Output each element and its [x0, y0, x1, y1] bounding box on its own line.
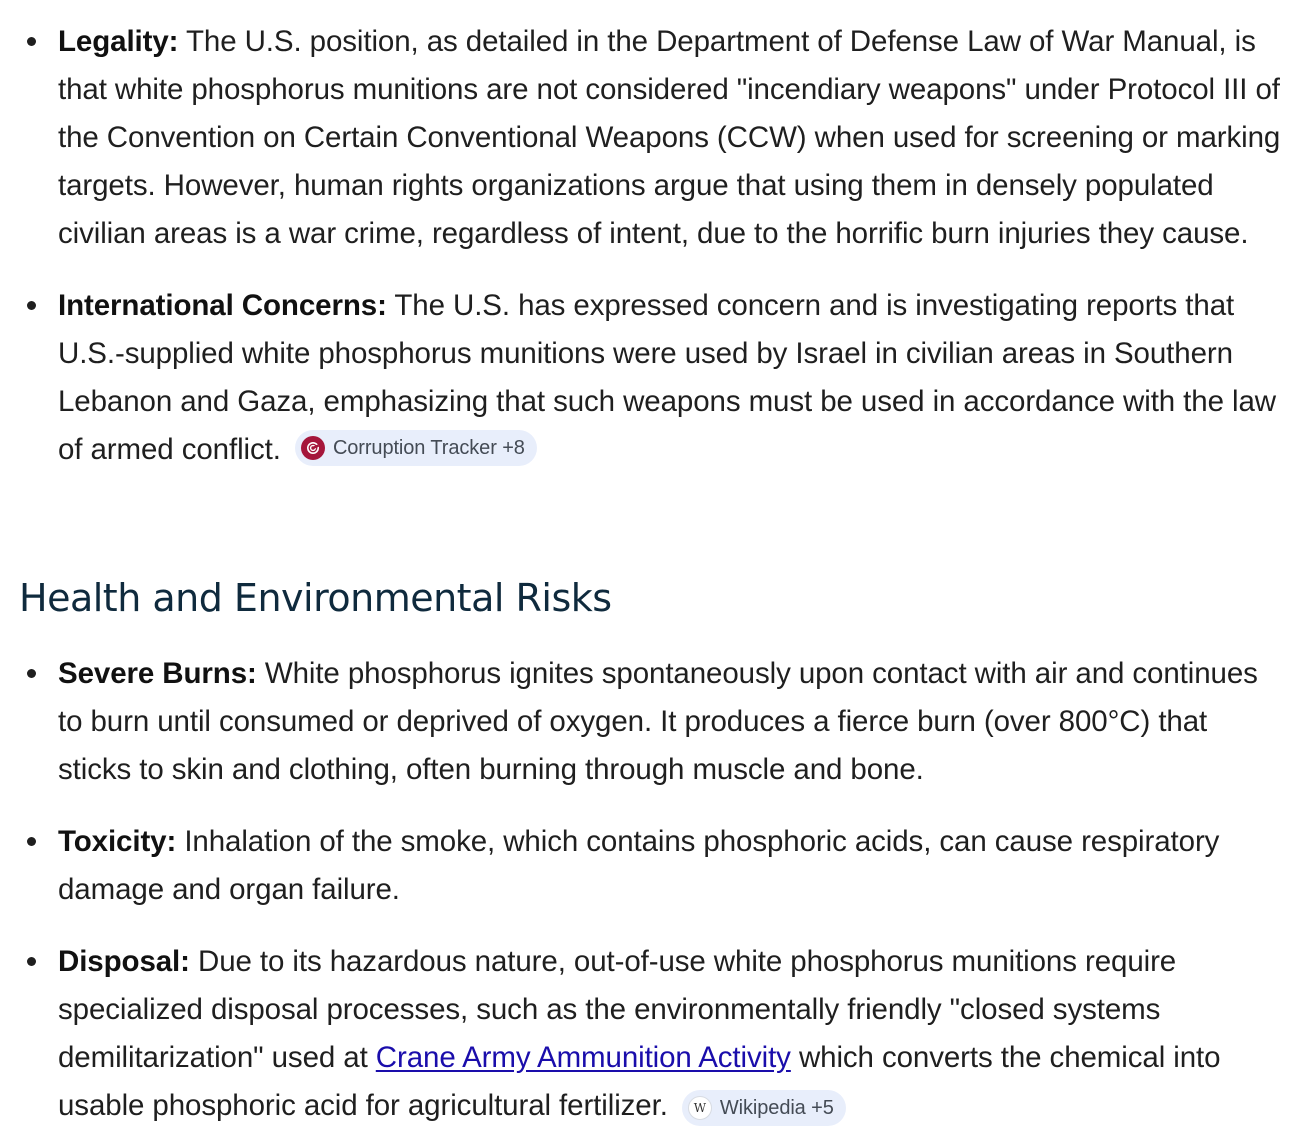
source-chip-wikipedia[interactable] [682, 1090, 846, 1126]
legality-text: The U.S. position, as detailed in the Department of Defense Law of War Manual, is that white phosphorus munitions are not considered "incendiary weapons" under Protocol III of the Convention on Certain Conventional Weapons (CCW) when used for screening or marking targets. However, human rights organizations argue that using them in densely populated civilian areas is a war crime, regardless of intent, due to the horrific burn injuries they cause. [58, 25, 1281, 250]
source-chip-label: Wikipedia +5 [719, 1097, 834, 1119]
legality-term: Legality: [58, 25, 179, 58]
international-concerns-text: The U.S. has expressed concern and is investigating reports that U.S.-supplied white phosphorus munitions were used by Israel in civilian areas in Southern Lebanon and Gaza, emphasizing that such weapons must be used in accordance with the law of armed conflict. [58, 289, 1276, 466]
corruption-tracker-logo-icon [301, 436, 325, 460]
crane-army-ammunition-activity-link[interactable]: Crane Army Ammunition Activity [375, 1041, 791, 1074]
policy-bullet-list [0, 18, 1298, 474]
disposal-term: Disposal: [58, 945, 190, 978]
toxicity-term: Toxicity: [58, 825, 177, 858]
international-concerns-term: International Concerns: [58, 289, 387, 322]
source-chip-label: Corruption Tracker +8 [332, 437, 525, 459]
source-chip-corruption-tracker[interactable] [295, 430, 537, 466]
severe-burns-term: Severe Burns: [58, 657, 257, 690]
disposal-text-before-link: Due to its hazardous nature, out-of-use white phosphorus munitions require specialized disposal processes, such as the environmentally friendly "closed systems demilitarization" used at [58, 945, 1177, 1074]
list-item-severe-burns [0, 650, 1298, 794]
list-item-legality [0, 18, 1298, 258]
wikipedia-logo-icon: W [688, 1096, 712, 1120]
list-item-international-concerns [0, 282, 1298, 474]
list-item-disposal [0, 938, 1298, 1130]
disposal-text-after-link: which converts the chemical into usable phosphoric acid for agricultural fertilizer. [58, 1041, 1221, 1122]
section-heading-health-environmental: Health and Environmental Risks [19, 576, 612, 620]
toxicity-text: Inhalation of the smoke, which contains phosphoric acids, can cause respiratory damage and organ failure. [58, 825, 1220, 906]
health-bullet-list [0, 650, 1298, 1130]
list-item-toxicity [0, 818, 1298, 914]
severe-burns-text: White phosphorus ignites spontaneously upon contact with air and continues to burn until consumed or deprived of oxygen. It produces a fierce burn (over 800°C) that sticks to skin and clothing, often burning through muscle and bone. [58, 657, 1258, 786]
